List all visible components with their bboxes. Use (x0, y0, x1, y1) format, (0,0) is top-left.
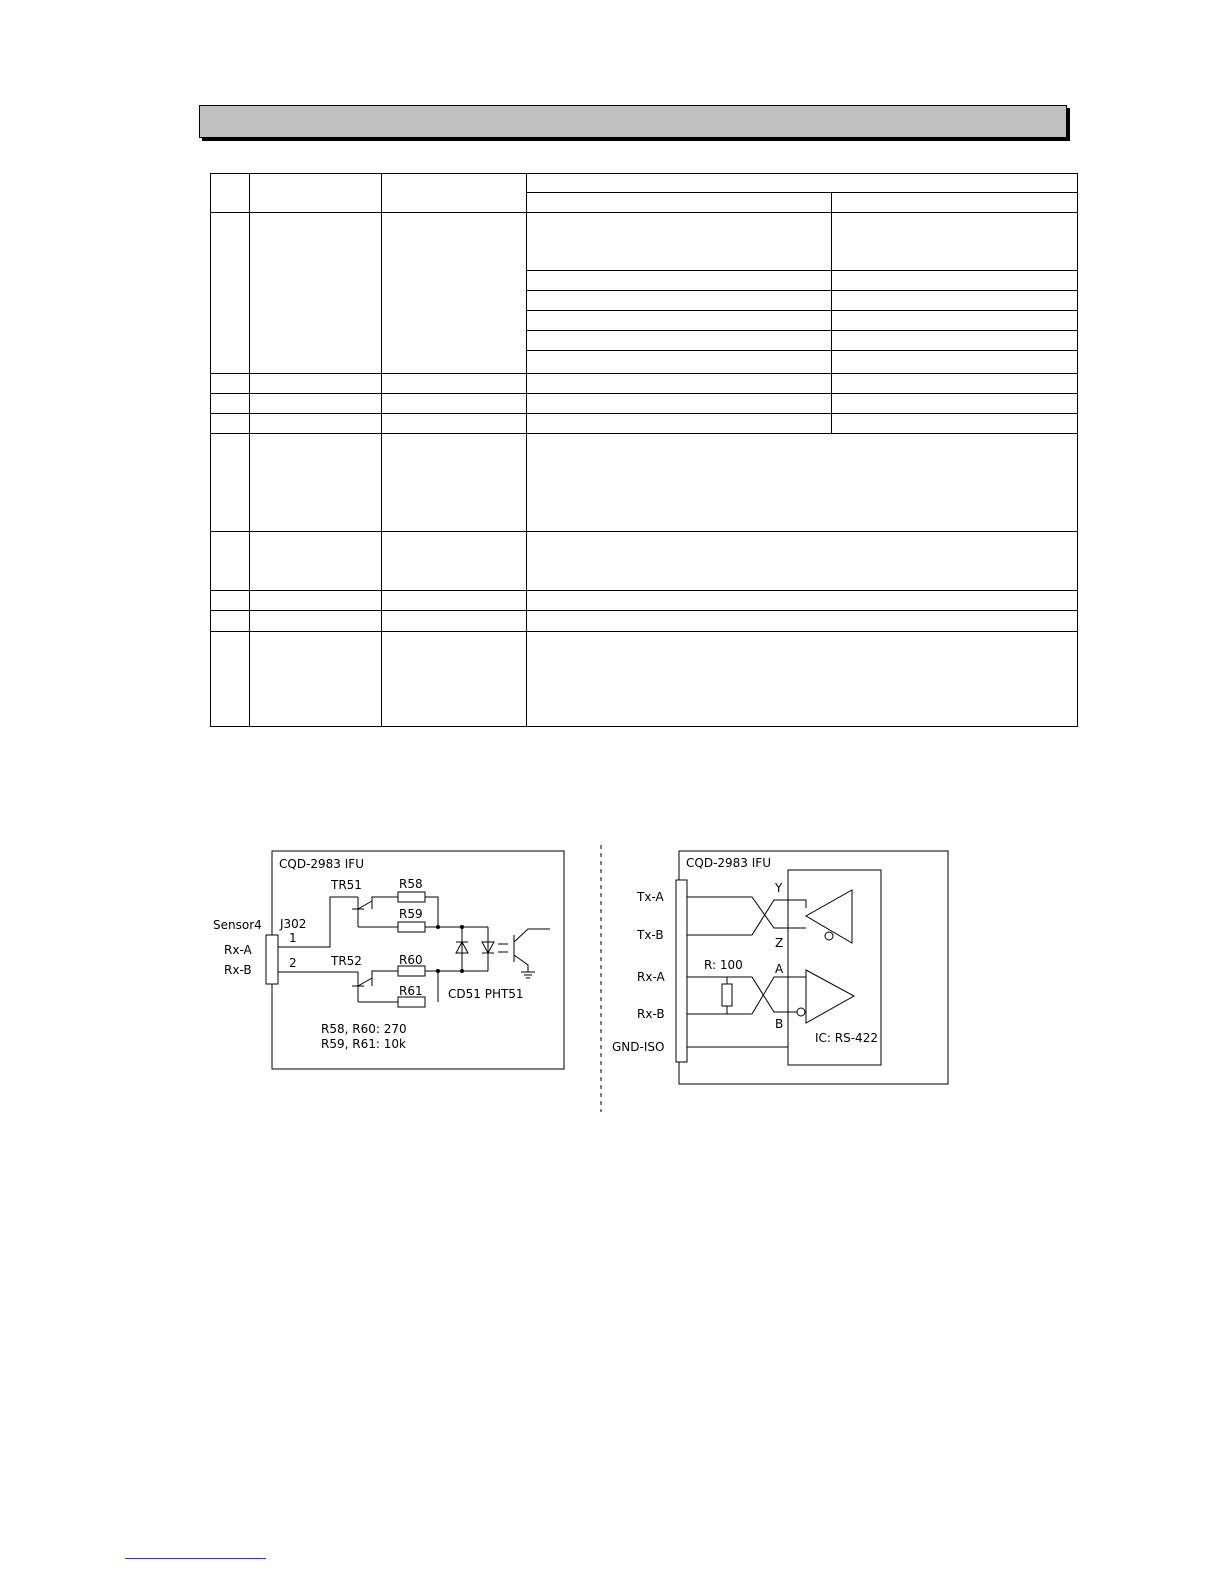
junction-dot (436, 925, 440, 929)
r61-body (398, 997, 425, 1007)
left-box-title: CQD-2983 IFU (279, 857, 364, 871)
right-box-title: CQD-2983 IFU (686, 856, 771, 870)
pin2-signal: Rx-B (224, 963, 252, 977)
footer-rule (125, 1558, 266, 1559)
pin-label-tx-a: Tx-A (637, 890, 664, 904)
right-connector (676, 880, 687, 1062)
r60-body (398, 966, 425, 976)
junction-dot (460, 969, 464, 973)
r60-label: R60 (399, 953, 423, 967)
r58-body (398, 892, 425, 902)
pht51-emitter (514, 955, 528, 972)
output-y-label: Y (775, 881, 783, 895)
junction-dot (460, 925, 464, 929)
output-z-label: Z (775, 936, 784, 950)
input-b-label: B (775, 1017, 784, 1031)
ic-label: IC: RS-422 (815, 1031, 878, 1045)
junction-dot (436, 969, 440, 973)
tr51-upper-wire (372, 897, 398, 909)
r61-label: R61 (399, 984, 423, 998)
driver-inverter-bubble (825, 932, 833, 940)
r58-label: R58 (399, 877, 423, 891)
left-connector (266, 935, 278, 984)
pin2-number: 2 (289, 956, 297, 970)
parts-label: CD51 PHT51 (448, 987, 524, 1001)
receiver-inverter-bubble (797, 1008, 805, 1016)
pin-label-gnd-iso: GND-ISO (612, 1040, 665, 1054)
pin1-signal: Rx-A (224, 943, 252, 957)
value-note: R59, R61: 10k (321, 1037, 406, 1051)
pht51-collector (514, 929, 550, 942)
tr51-emitter (358, 901, 372, 909)
r58-right-wire (425, 897, 438, 927)
connector-name: Sensor4 (213, 918, 262, 932)
connector-ref: J302 (280, 917, 307, 931)
r60-right-wire (425, 971, 438, 1002)
tr52-label: TR52 (331, 954, 362, 968)
termination-resistor-label: R: 100 (704, 958, 743, 972)
pin-label-tx-b: Tx-B (637, 928, 664, 942)
receiver-triangle (806, 970, 854, 1023)
pin-label-rx-b: Rx-B (637, 1007, 665, 1021)
pin1-number: 1 (289, 931, 297, 945)
tr52-emitter (358, 978, 372, 986)
tr51-label: TR51 (331, 878, 362, 892)
r59-label: R59 (399, 907, 423, 921)
pin-label-rx-a: Rx-A (637, 970, 665, 984)
r59-body (398, 922, 425, 932)
input-a-label: A (775, 962, 784, 976)
tr52-upper-wire (372, 971, 398, 986)
value-note: R58, R60: 270 (321, 1022, 407, 1036)
termination-resistor (722, 984, 732, 1006)
